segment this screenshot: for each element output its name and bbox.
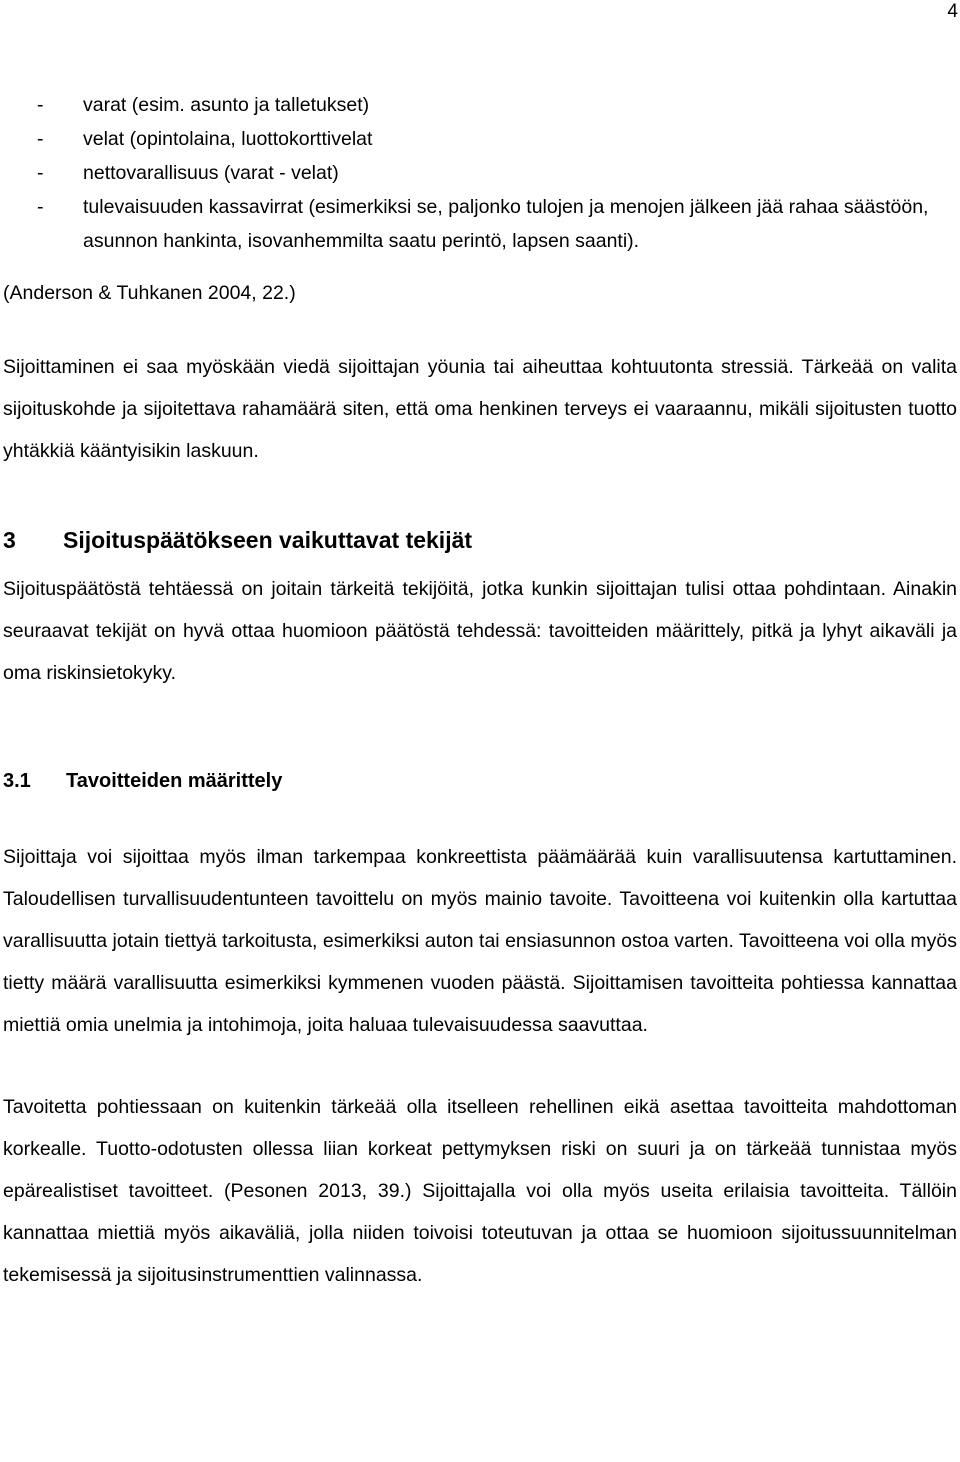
document-body	[3, 88, 957, 1296]
section-heading	[3, 522, 957, 558]
section-title: Sijoituspäätökseen vaikuttavat tekijät	[63, 527, 473, 553]
paragraph-stress: Sijoittaminen ei saa myöskään viedä sijoittajan yöunia tai aiheuttaa kohtuutonta stressiä. Tärkeää on valita sijoituskohde ja sijoitettava rahamäärä siten, että oma henkinen terveys ei vaaraannu, mikäli sijoitusten tuotto yhtäkkiä kääntyisikin laskuun.	[3, 356, 957, 462]
list-dash: -	[37, 94, 44, 116]
paragraph-realism: Tavoitetta pohtiessaan on kuitenkin tärkeää olla itselleen rehellinen eikä asettaa tavoitteita mahdottoman korkealle. Tuotto-odotusten ollessa liian korkeat pettymyksen riski on suuri ja on tärkeää tunnistaa myös epärealistiset tavoitteet. (Pesonen 2013, 39.) Sijoittajalla voi olla myös useita erilaisia tavoitteita. Tällöin kannattaa miettiä myös aikaväliä, jolla niiden toivoisi toteutuvan ja ottaa se huomioon sijoitussuunnitelman tekemisessä ja sijoitusinstrumenttien valinnassa.	[3, 1096, 957, 1286]
list-item-text: nettovarallisuus (varat - velat)	[83, 162, 339, 184]
subsection-number: 3.1	[3, 770, 31, 792]
list-item	[3, 190, 957, 258]
list-item	[3, 122, 957, 156]
list-dash: -	[37, 162, 44, 184]
paragraph-factors: Sijoituspäätöstä tehtäessä on joitain tärkeitä tekijöitä, jotka kunkin sijoittajan tulisi ottaa pohdintaan. Ainakin seuraavat tekijät on hyvä ottaa huomioon päätöstä tehdessä: tavoitteiden määrittely, pitkä ja lyhyt aikaväli ja oma riskinsietokyky.	[3, 578, 957, 684]
paragraph-goals: Sijoittaja voi sijoittaa myös ilman tarkempaa konkreettista päämäärää kuin varallisuutensa kartuttaminen. Taloudellisen turvallisuudentunteen tavoittelu on myös mainio tavoite. Tavoitteena voi kuitenkin olla kartuttaa varallisuutta jotain tiettyä tarkoitusta, esimerkiksi auton tai ensiasunnon ostoa varten. Tavoitteena voi olla myös tietty määrä varallisuutta esimerkiksi kymmenen vuoden päästä. Sijoittamisen tavoitteita pohtiessa kannattaa miettiä omia unelmia ja intohimoja, joita haluaa tulevaisuudessa saavuttaa.	[3, 846, 957, 1036]
list-item-text: varat (esim. asunto ja talletukset)	[83, 94, 370, 116]
asset-list	[3, 88, 957, 258]
list-item	[3, 156, 957, 190]
subsection-title: Tavoitteiden määrittely	[66, 770, 283, 792]
subsection-heading	[3, 764, 957, 798]
citation: (Anderson & Tuhkanen 2004, 22.)	[3, 282, 296, 304]
list-item-text: tulevaisuuden kassavirrat (esimerkiksi se, paljonko tulojen ja menojen jälkeen jää rahaa säästöön, asunnon hankinta, isovanhemmilta saatu perintö, lapsen saanti).	[83, 196, 929, 252]
list-dash: -	[37, 128, 44, 150]
list-item-text: velat (opintolaina, luottokorttivelat	[83, 128, 373, 150]
list-dash: -	[37, 196, 44, 218]
section-number: 3	[3, 527, 16, 553]
list-item	[3, 88, 957, 122]
page-number: 4	[947, 1, 958, 22]
